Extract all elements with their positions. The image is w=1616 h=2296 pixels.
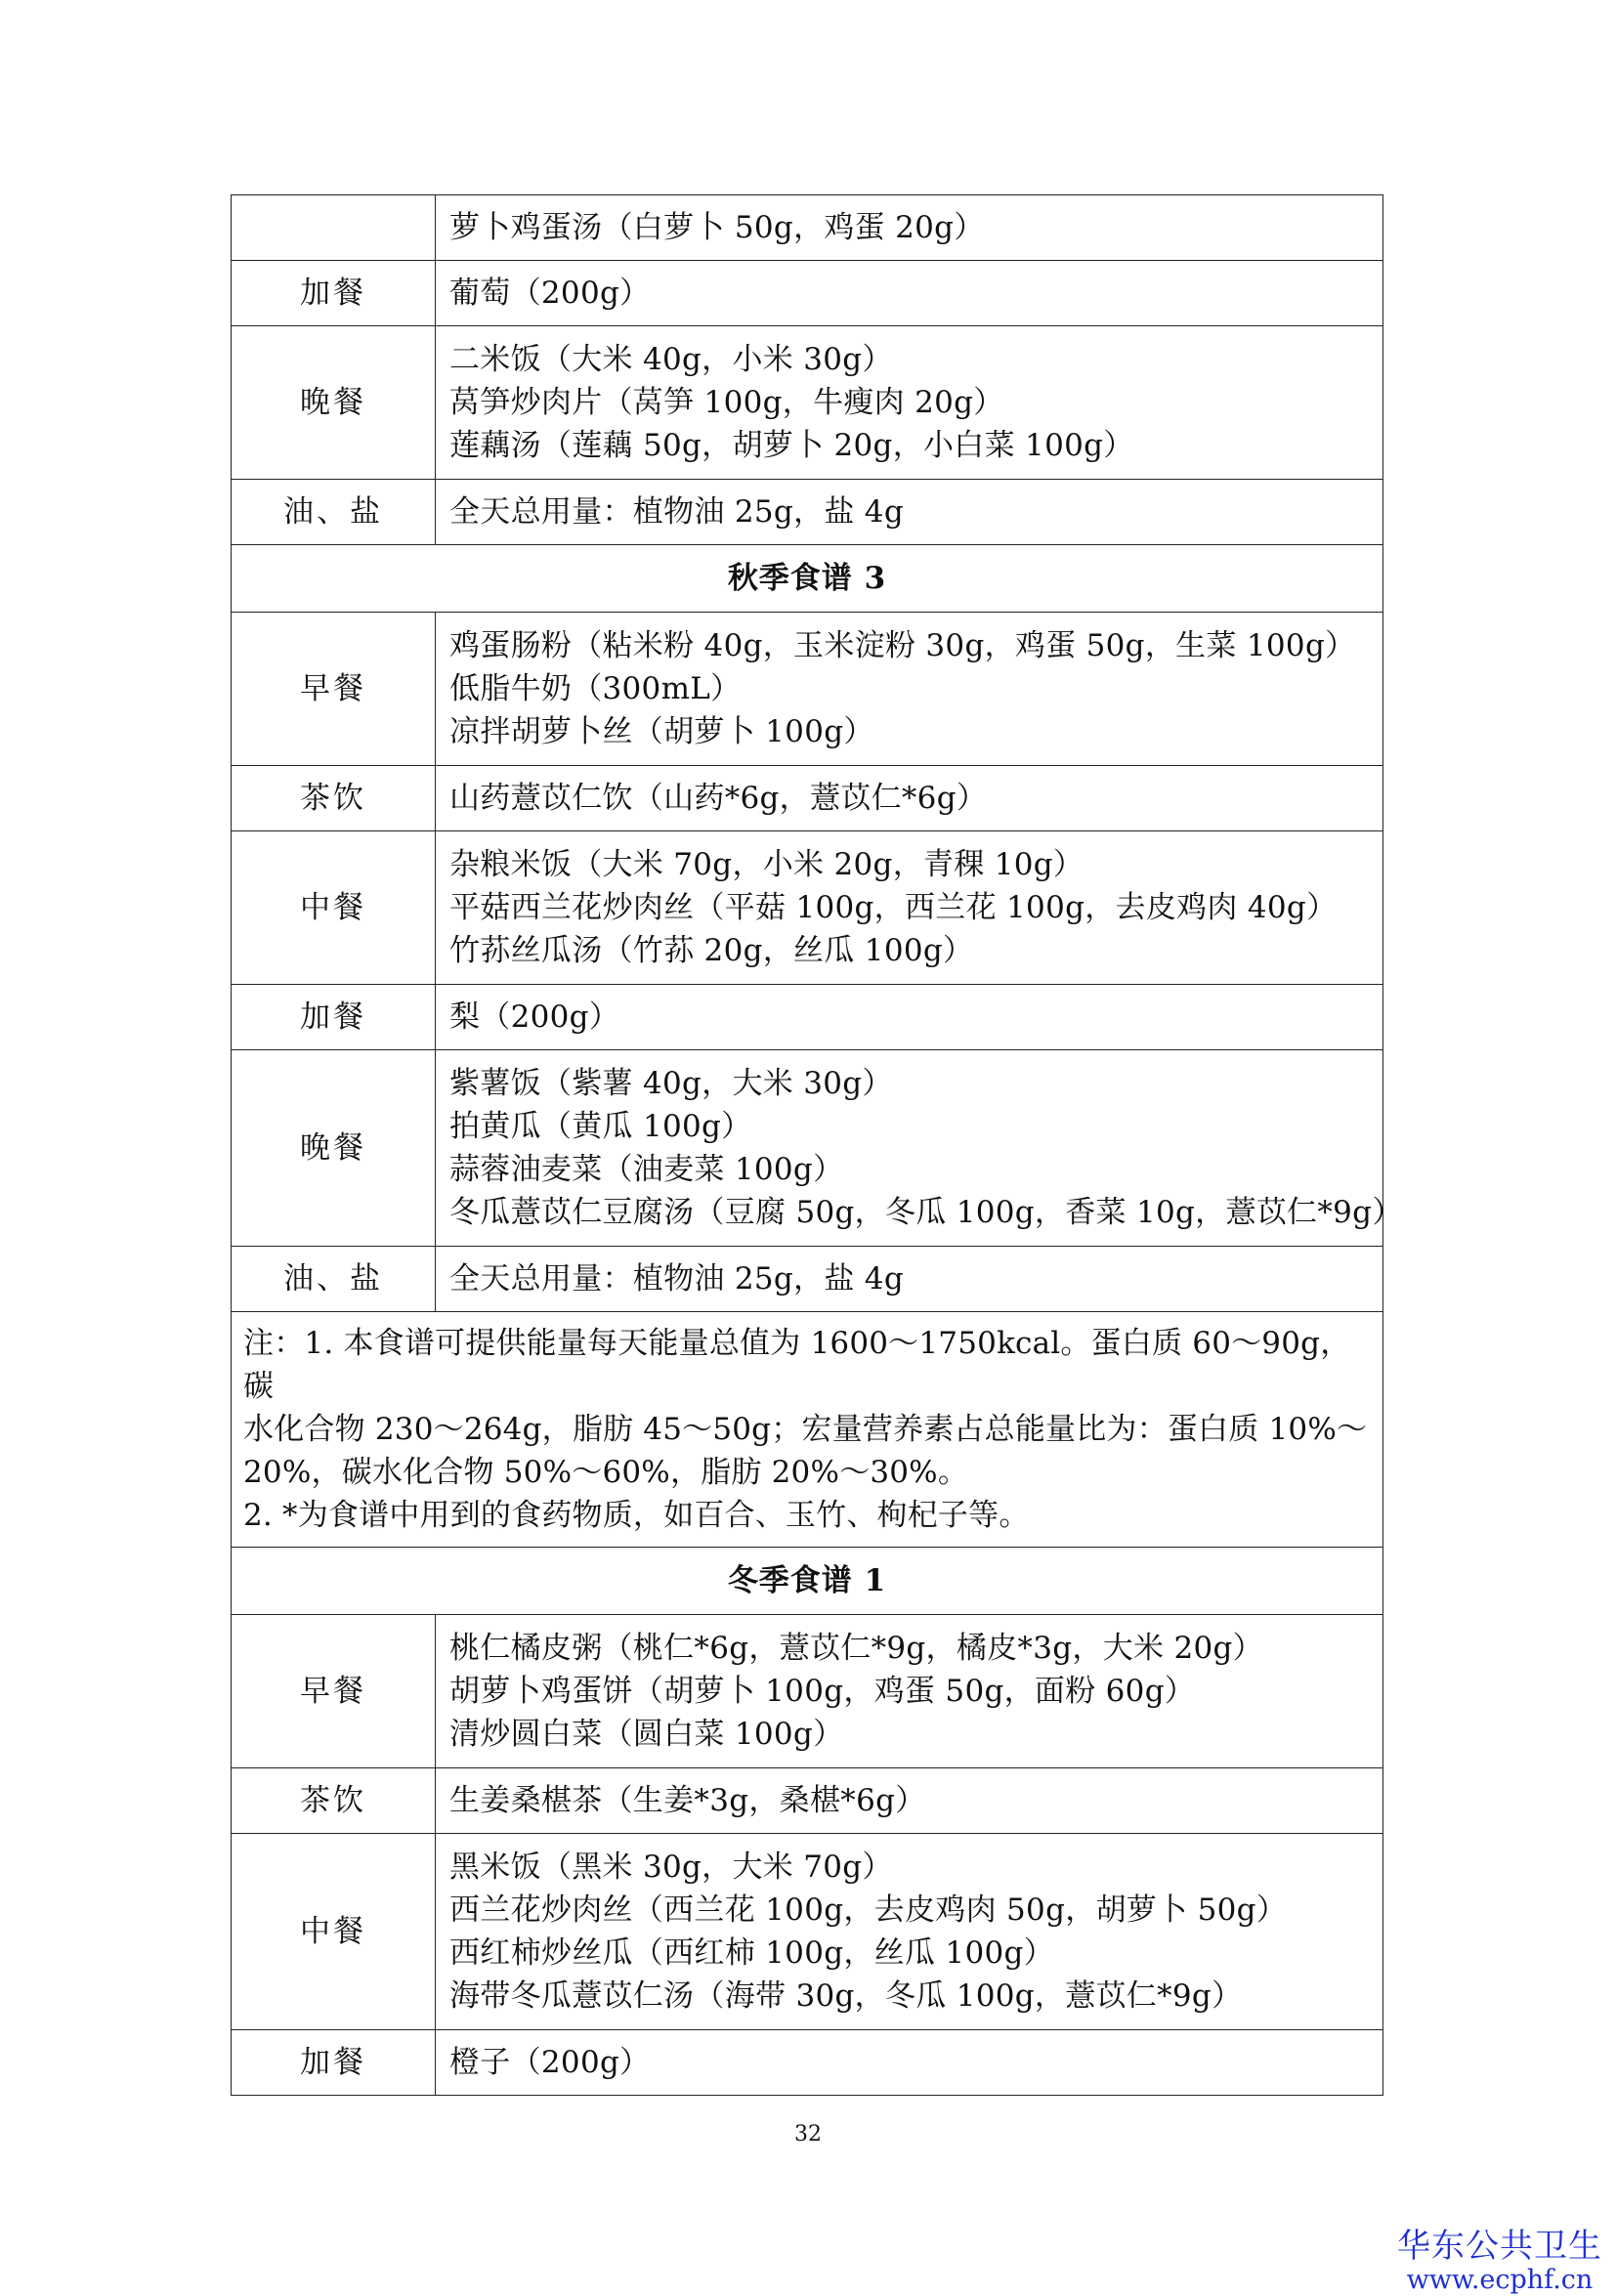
meal-label: 中餐: [232, 1834, 436, 2030]
table-row: [232, 1834, 1383, 2030]
section-title-autumn-3: 秋季食谱 3: [232, 545, 1383, 613]
watermark-name: 华东公共卫生: [1397, 2227, 1602, 2266]
table-row: [232, 326, 1383, 480]
meal-items: [436, 1768, 1383, 1834]
table-row: [232, 2030, 1383, 2096]
table-row: [232, 831, 1383, 985]
dish-line: 胡萝卜鸡蛋饼（胡萝卜 100g，鸡蛋 50g，面粉 60g）: [449, 1674, 1196, 1709]
watermark: [1397, 2228, 1602, 2296]
dish-line: 鸡蛋肠粉（粘米粉 40g，玉米淀粉 30g，鸡蛋 50g，生菜 100g）: [449, 628, 1356, 663]
meal-label: 早餐: [232, 1615, 436, 1768]
dish-line: 平菇西兰花炒肉丝（平菇 100g，西兰花 100g，去皮鸡肉 40g）: [449, 890, 1338, 925]
dish-line: 竹荪丝瓜汤（竹荪 20g，丝瓜 100g）: [449, 933, 974, 968]
dish-line: 西红柿炒丝瓜（西红柿 100g，丝瓜 100g）: [449, 1935, 1054, 1971]
dish-line: 紫薯饭（紫薯 40g，大米 30g）: [449, 1066, 893, 1101]
dish-line: 全天总用量：植物油 25g，盐 4g: [449, 1261, 904, 1297]
dish-line: 低脂牛奶（300mL）: [449, 671, 742, 706]
dish-line: 萝卜鸡蛋汤（白萝卜 50g，鸡蛋 20g）: [449, 210, 985, 245]
dish-line: 莲藕汤（莲藕 50g，胡萝卜 20g，小白菜 100g）: [449, 428, 1134, 463]
meal-label: 茶饮: [232, 1768, 436, 1834]
dish-line: 橙子（200g）: [449, 2045, 651, 2080]
dish-line: 杂粮米饭（大米 70g，小米 20g，青稞 10g）: [449, 847, 1084, 882]
table-row: [232, 1247, 1383, 1312]
meal-items: [436, 480, 1383, 545]
meal-label: 茶饮: [232, 766, 436, 831]
meal-label: 油、盐: [232, 480, 436, 545]
dish-line: 桃仁橘皮粥（桃仁*6g，薏苡仁*9g，橘皮*3g，大米 20g）: [449, 1631, 1263, 1666]
table-row: [232, 195, 1383, 261]
dish-line: 二米饭（大米 40g，小米 30g）: [449, 342, 893, 377]
table-row: [232, 261, 1383, 326]
meal-label: 加餐: [232, 261, 436, 326]
meal-items: [436, 985, 1383, 1050]
table-row: [232, 613, 1383, 766]
table-row: [232, 766, 1383, 831]
meal-label: [232, 195, 436, 261]
note-row: [232, 1312, 1383, 1548]
dish-line: 蒜蓉油麦菜（油麦菜 100g）: [449, 1152, 844, 1187]
meal-label: 加餐: [232, 985, 436, 1050]
recipe-table: [231, 194, 1403, 2096]
table-row: [232, 1050, 1383, 1247]
table-row: [232, 1768, 1383, 1834]
table-row: [232, 985, 1383, 1050]
meal-items: [436, 326, 1383, 480]
table-row: [232, 480, 1383, 545]
meal-items: [436, 195, 1383, 261]
dish-line: 海带冬瓜薏苡仁汤（海带 30g，冬瓜 100g，薏苡仁*9g）: [449, 1978, 1243, 2014]
dish-line: 冬瓜薏苡仁豆腐汤（豆腐 50g，冬瓜 100g，香菜 10g，薏苡仁*9g）: [449, 1195, 1403, 1230]
dish-line: 凉拌胡萝卜丝（胡萝卜 100g）: [449, 714, 874, 749]
note-line: 水化合物 230～264g，脂肪 45～50g；宏量营养素占总能量比为：蛋白质 10%～: [243, 1412, 1368, 1447]
dish-line: 拍黄瓜（黄瓜 100g）: [449, 1109, 752, 1144]
dish-line: 葡萄（200g）: [449, 276, 651, 311]
dish-line: 梨（200g）: [449, 999, 620, 1035]
meal-items: [436, 1615, 1383, 1768]
watermark-url: www.ecphf.cn: [1406, 2265, 1594, 2295]
section-header-row: [232, 545, 1383, 613]
meal-items: [436, 261, 1383, 326]
meal-items: [436, 2030, 1383, 2096]
meal-label: 早餐: [232, 613, 436, 766]
page-number: 32: [794, 2122, 822, 2147]
dish-line: 黑米饭（黑米 30g，大米 70g）: [449, 1850, 893, 1885]
meal-label: 中餐: [232, 831, 436, 985]
recipe-note: [232, 1312, 1383, 1548]
meal-label: 晚餐: [232, 1050, 436, 1247]
dish-line: 清炒圆白菜（圆白菜 100g）: [449, 1717, 844, 1752]
dish-line: 生姜桑椹茶（生姜*3g，桑椹*6g）: [449, 1783, 926, 1818]
note-line: 注：1. 本食谱可提供能量每天能量总值为 1600～1750kcal。蛋白质 60～90g，碳: [243, 1326, 1351, 1404]
dish-line: 全天总用量：植物油 25g，盐 4g: [449, 494, 904, 530]
meal-items: [436, 1050, 1403, 1247]
note-line: 20%，碳水化合物 50%～60%，脂肪 20%～30%。: [243, 1455, 969, 1490]
meal-items: [436, 1247, 1383, 1312]
meal-items: [436, 766, 1383, 831]
meal-items: [436, 831, 1383, 985]
table-row: [232, 1615, 1383, 1768]
note-line: 2. *为食谱中用到的食药物质，如百合、玉竹、枸杞子等。: [243, 1498, 1030, 1533]
meal-label: 油、盐: [232, 1247, 436, 1312]
dish-line: 西兰花炒肉丝（西兰花 100g，去皮鸡肉 50g，胡萝卜 50g）: [449, 1892, 1288, 1928]
meal-items: [436, 1834, 1383, 2030]
dish-line: 山药薏苡仁饮（山药*6g，薏苡仁*6g）: [449, 781, 988, 816]
meal-label: 晚餐: [232, 326, 436, 480]
meal-items: [436, 613, 1383, 766]
section-header-row: [232, 1548, 1383, 1615]
meal-label: 加餐: [232, 2030, 436, 2096]
section-title-winter-1: 冬季食谱 1: [232, 1548, 1383, 1615]
dish-line: 莴笋炒肉片（莴笋 100g，牛瘦肉 20g）: [449, 385, 1004, 420]
